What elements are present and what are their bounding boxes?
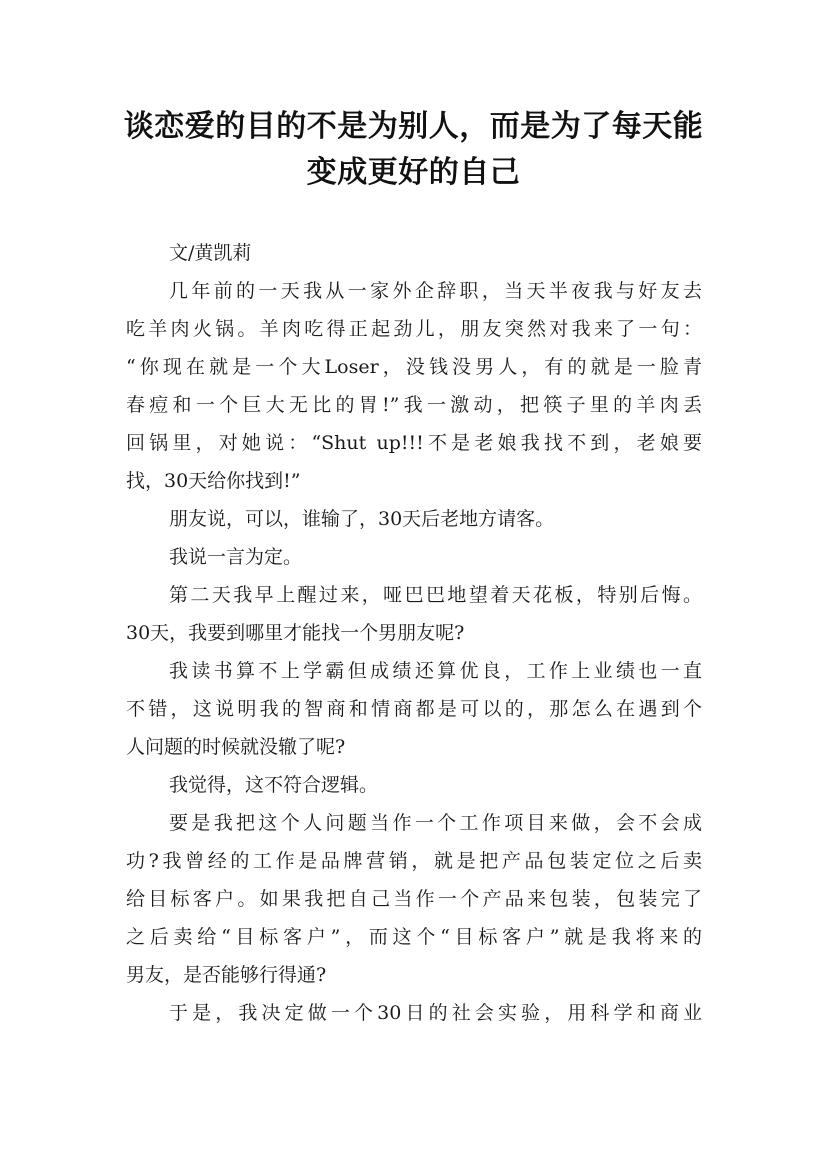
article-title: [60, 104, 767, 196]
body-line: 我觉得，这不符合逻辑。: [169, 774, 379, 796]
body-line: “你现在就是一个大Loser，没钱没男人，有的就是一脸青: [126, 356, 702, 378]
body-line: 功?我曾经的工作是品牌营销，就是把产品包装定位之后卖: [126, 850, 702, 872]
title-line-2: 变成更好的自己: [306, 155, 521, 190]
body-line: 于是，我决定做一个30日的社会实验，用科学和商业: [169, 1002, 702, 1024]
body-line: 不错，这说明我的智商和情商都是可以的，那怎么在遇到个: [126, 698, 702, 720]
body-line: 之后卖给“目标客户”，而这个“目标客户”就是我将来的: [126, 926, 702, 948]
body-line: 春痘和一个巨大无比的胃!”我一激动，把筷子里的羊肉丢: [126, 394, 702, 416]
body-line: 朋友说，可以，谁输了，30天后老地方请客。: [169, 508, 555, 530]
body-line: 人问题的时候就没辙了呢?: [126, 736, 346, 758]
body-line: 我说一言为定。: [169, 546, 303, 568]
body-line: 几年前的一天我从一家外企辞职，当天半夜我与好友去: [169, 280, 702, 302]
body-line: 我读书算不上学霸但成绩还算优良，工作上业绩也一直: [169, 660, 702, 682]
title-line-1: 谈恋爱的目的不是为别人，而是为了每天能: [123, 109, 704, 144]
body-line: 第二天我早上醒过来，哑巴巴地望着天花板，特别后悔。: [169, 584, 702, 606]
body-line: 给目标客户。如果我把自己当作一个产品来包装，包装完了: [126, 888, 702, 910]
body-line: 找，30天给你找到!”: [126, 470, 301, 492]
body-line: 回锅里，对她说：“Shut up!!!不是老娘我找不到，老娘要: [126, 432, 702, 454]
body-line: 文/黄凯莉: [169, 242, 252, 264]
article-body: [126, 234, 702, 1032]
body-line: 吃羊肉火锅。羊肉吃得正起劲儿，朋友突然对我来了一句：: [126, 318, 702, 340]
body-line: 30天，我要到哪里才能找一个男朋友呢?: [126, 622, 465, 644]
body-line: 要是我把这个人问题当作一个工作项目来做，会不会成: [169, 812, 702, 834]
body-line: 男友，是否能够行得通?: [126, 964, 327, 986]
